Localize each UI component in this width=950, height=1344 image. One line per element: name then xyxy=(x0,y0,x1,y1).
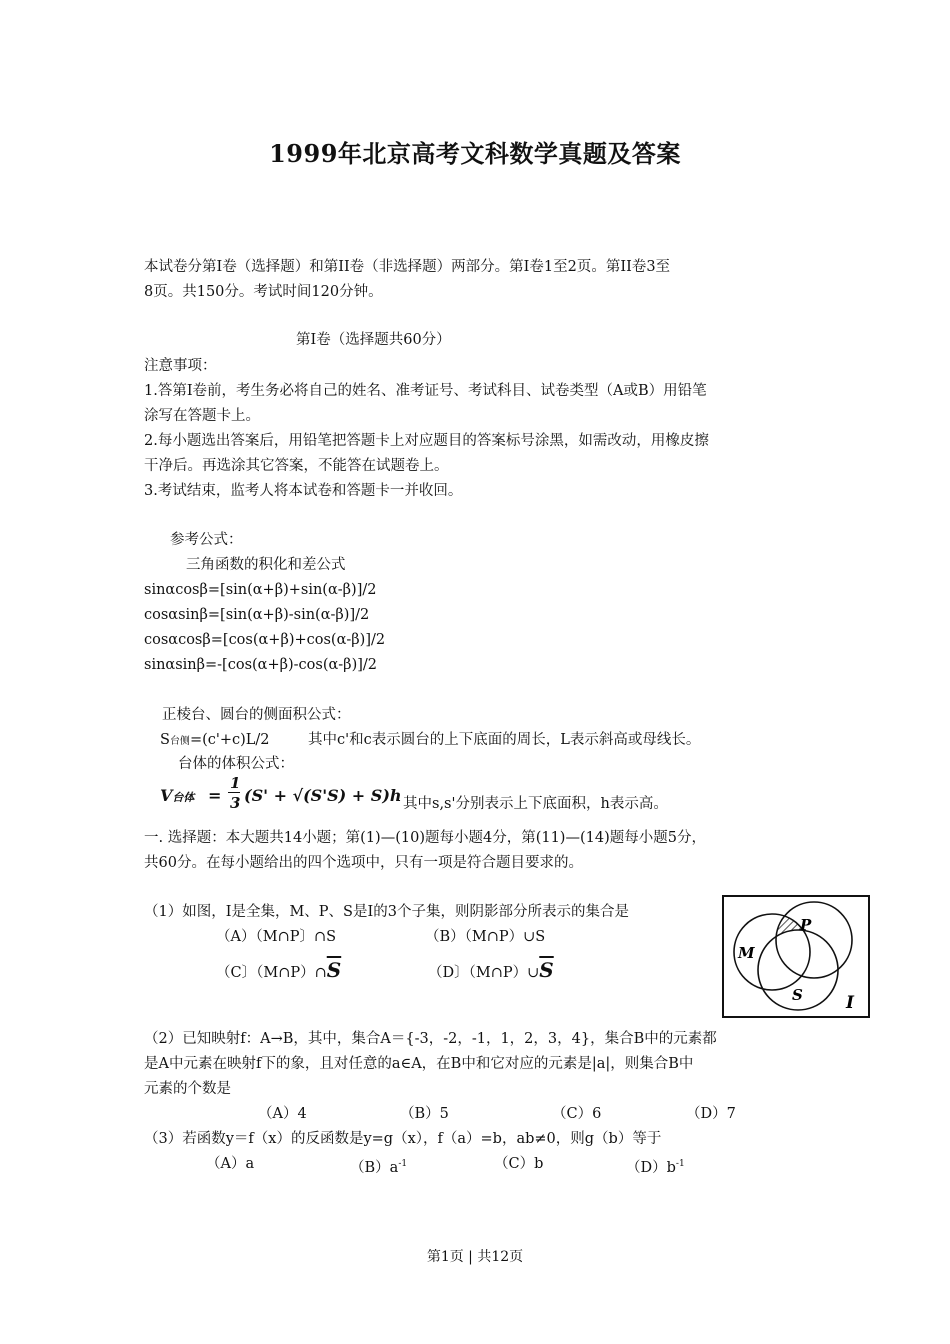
q3-option-b: $(B)a^{-1}$ xyxy=(350,1159,408,1176)
venn-label-m: M xyxy=(738,944,755,962)
volume-den: 3 xyxy=(230,794,241,812)
volume-lhs: V台体 xyxy=(160,786,195,805)
trig-formula-4: sinαsinβ=-[cos(α+β)-cos(α-β)]/2 xyxy=(144,657,377,673)
lateral-expr: =(c'+c)L/2 xyxy=(189,732,270,748)
volume-num: 1 xyxy=(230,774,241,792)
formulas-heading: 参考公式： xyxy=(170,532,243,548)
q2-option-d: （D）7 xyxy=(686,1106,736,1122)
q1-option-d-complement: $\overline{S}$ xyxy=(539,958,554,982)
q3-option-d: $(D)b^{-1}$ xyxy=(626,1159,685,1176)
volume-fraction-bar xyxy=(228,792,240,793)
notes-item-1a: 1.答第I卷前，考生务必将自己的姓名、准考证号、考试科目、试卷类型（A或B）用铅笔 xyxy=(144,383,707,399)
q2-line-2: 是A中元素在映射f下的象，且对任意的a∈A，在B中和它对应的元素是|a|，则集合B中 xyxy=(144,1056,694,1072)
q3-option-a: （A）a xyxy=(206,1156,255,1172)
notes-item-2a: 2.每小题选出答案后，用铅笔把答题卡上对应题目的答案标号涂黑，如需改动，用橡皮擦 xyxy=(144,433,709,449)
page-footer: 第1页 | 共12页 xyxy=(426,1249,524,1265)
venn-label-i: I xyxy=(846,993,854,1013)
venn-label-p: P xyxy=(800,916,812,934)
volume-body: (S' + √(S'S) + S)h xyxy=(244,786,402,805)
intro-line-2: 8页。共150分。考试时间120分钟。 xyxy=(144,284,383,300)
section-heading: 第I卷（选择题共60分） xyxy=(296,332,451,348)
part1-line-1: 一. 选择题：本大题共14小题；第(1)—(10)题每小题4分，第(11)—(14)题每小题5分， xyxy=(144,830,706,846)
part1-line-2: 共60分。在每小题给出的四个选项中，只有一项是符合题目要求的。 xyxy=(144,855,583,871)
lateral-formula xyxy=(160,728,270,754)
notes-item-1b: 涂写在答题卡上。 xyxy=(144,408,260,424)
venn-label-s: S xyxy=(792,986,803,1004)
lateral-s: S xyxy=(160,732,170,748)
notes-item-3: 3.考试结束，监考人将本试卷和答题卡一并收回。 xyxy=(144,483,463,499)
q2-option-a: （A）4 xyxy=(258,1106,307,1122)
volume-eq: = xyxy=(208,786,222,805)
q2-option-c: （C）6 xyxy=(552,1106,602,1122)
q1-stem: （1）如图，I是全集，M、P、S是I的3个子集，则阴影部分所表示的集合是 xyxy=(144,904,629,920)
intro-line-1: 本试卷分第I卷（选择题）和第II卷（非选择题）两部分。第I卷1至2页。第II卷3至 xyxy=(144,259,671,275)
q1-option-c: （C〕$(M\cap P)\cap\overline{S}$ xyxy=(216,958,342,982)
page-title: 1999年北京高考文科数学真题及答案 xyxy=(269,139,681,168)
q1-option-a: （A）（M∩P〕∩S xyxy=(216,929,337,945)
venn-diagram xyxy=(720,888,872,1020)
notes-item-2b: 干净后。再选涂其它答案，不能答在试题卷上。 xyxy=(144,458,449,474)
q3-option-c: （C）b xyxy=(494,1156,544,1172)
trig-formula-1: sinαcosβ=[sin(α+β)+sin(α-β)]/2 xyxy=(144,582,377,598)
q1-option-b: （B）（M∩P）∪S xyxy=(425,929,546,945)
lateral-heading: 正棱台、圆台的侧面积公式： xyxy=(162,707,351,723)
trig-heading: 三角函数的积化和差公式 xyxy=(186,557,346,573)
venn-circle-p xyxy=(776,902,852,978)
trig-formula-2: cosαsinβ=[sin(α+β)-sin(α-β)]/2 xyxy=(144,607,370,623)
volume-desc: 其中s,s'分别表示上下底面积，h表示高。 xyxy=(403,796,668,812)
q2-line-1: （2）已知映射f：A→B，其中，集合A＝{-3，-2，-1，1，2，3，4}，集合B中的元素都 xyxy=(144,1031,717,1047)
q2-option-b: （B）5 xyxy=(400,1106,449,1122)
q2-line-3: 元素的个数是 xyxy=(144,1081,231,1097)
lateral-sub: 台侧 xyxy=(169,736,190,747)
lateral-desc: 其中c'和c表示圆台的上下底面的周长，L表示斜高或母线长。 xyxy=(308,732,701,748)
volume-heading: 台体的体积公式： xyxy=(178,756,294,772)
notes-heading: 注意事项： xyxy=(144,358,217,374)
q1-option-d: （D〕$(M\cap P)\cup\overline{S}$ xyxy=(428,958,554,982)
q1-option-c-complement: $\overline{S}$ xyxy=(326,958,342,982)
trig-formula-3: cosαcosβ=[cos(α+β)+cos(α-β)]/2 xyxy=(144,632,386,648)
q3-stem: （3）若函数y＝f（x）的反函数是y=g（x），f（a）=b，ab≠0，则g（b）等于 xyxy=(144,1131,662,1147)
